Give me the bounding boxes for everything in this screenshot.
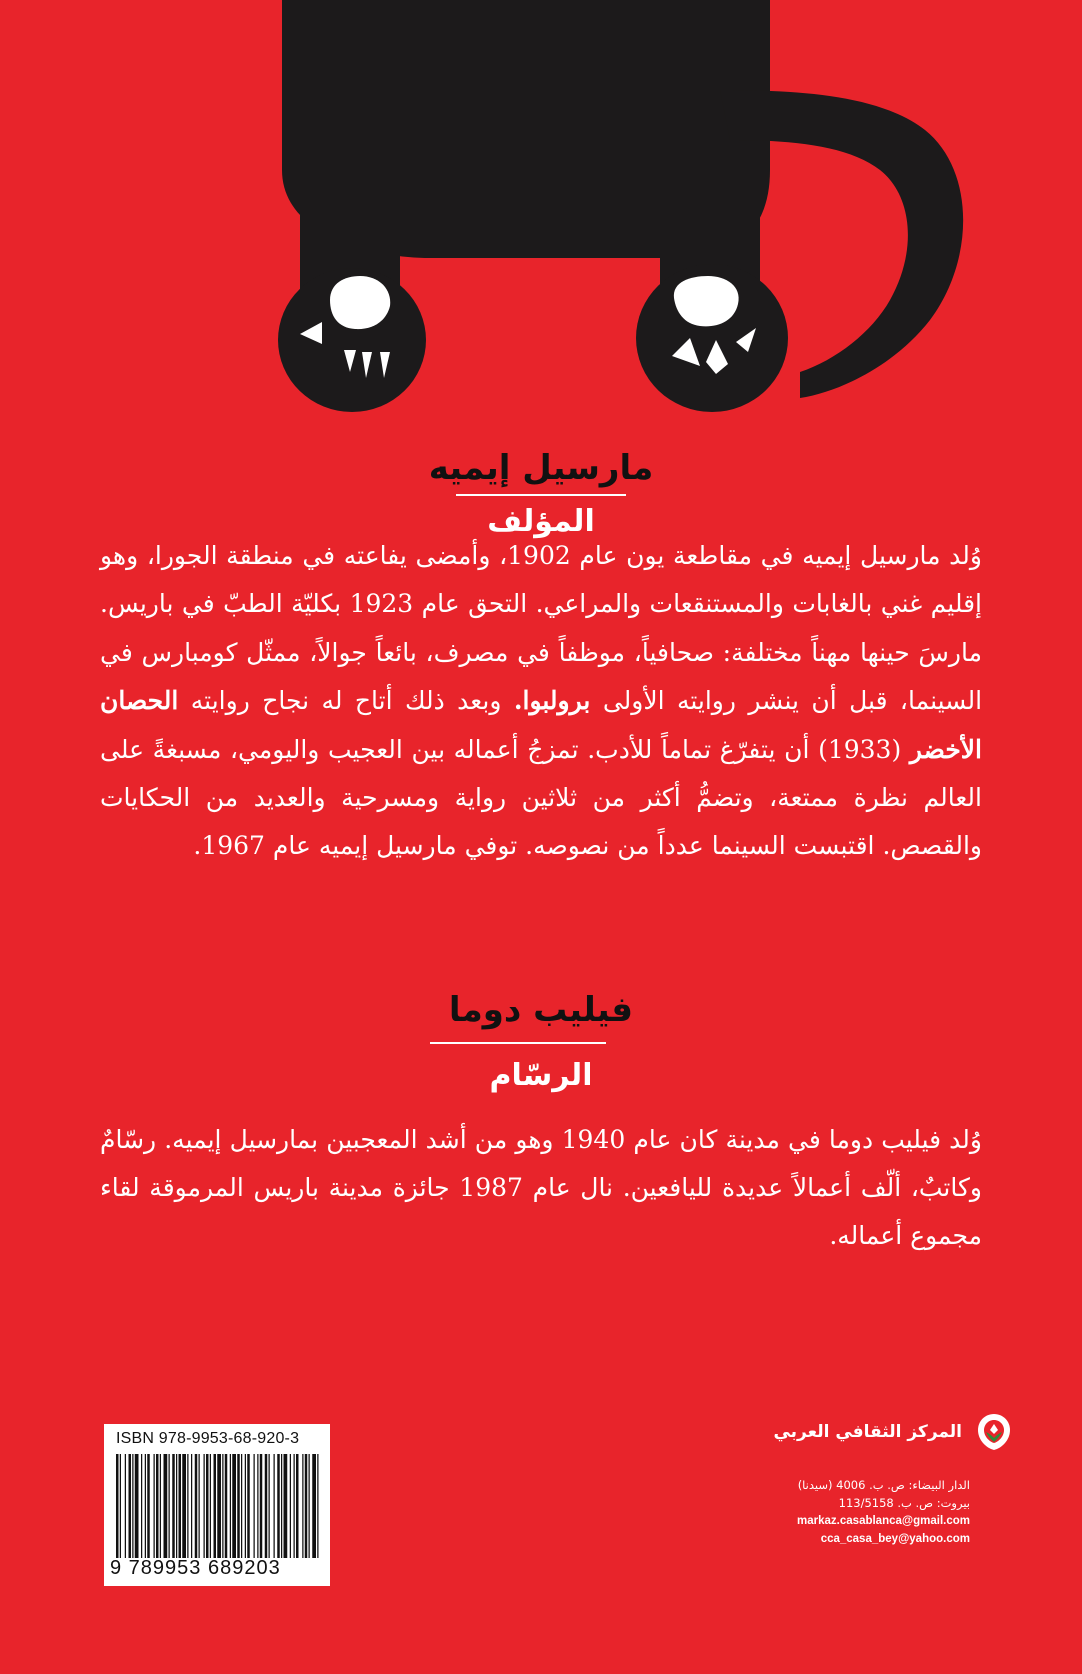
author-divider (456, 494, 626, 496)
author-book-title-2: الحصان الأخضر (100, 686, 983, 764)
barcode-bar (222, 1454, 223, 1558)
barcode-bar (145, 1454, 146, 1558)
barcode-bar (281, 1454, 282, 1558)
barcode-box (104, 1424, 330, 1586)
barcode-bar (125, 1454, 126, 1558)
barcode-bar (225, 1454, 228, 1558)
barcode-bar (135, 1454, 139, 1558)
barcode-bar (169, 1454, 170, 1558)
author-name: مارسيل إيميه (428, 448, 654, 488)
barcode-bar (116, 1454, 119, 1558)
barcode-bar (317, 1454, 318, 1558)
barcode-bar (164, 1454, 168, 1558)
illustrator-role: الرسّام (489, 1058, 593, 1093)
barcode-bar (199, 1454, 200, 1558)
barcode-bar (179, 1454, 182, 1558)
publisher-email-2: cca_casa_bey@yahoo.com (820, 1533, 970, 1545)
barcode-bar (182, 1454, 186, 1558)
author-bio-part-2: وبعد ذلك أتاح له نجاح روايته (190, 686, 502, 716)
barcode-bars (116, 1454, 320, 1558)
barcode-bar (176, 1454, 177, 1558)
barcode-bar (210, 1454, 211, 1558)
barcode-bar (254, 1454, 255, 1558)
author-bio-part-3: (1933) أن يتفرّغ تماماً للأدب. تمزجُ أعماله بين العجيب واليومي، مسبغةً على العالم نظرة ممتعة، وتضمُّ أكثر من ثلاثين رواية ومسرحية والعديد من الحكايات والقصص. اقتبست السينما عدداً من نصوصه. توفي مارسيل إيميه عام 1967. (100, 734, 982, 861)
barcode-bar (312, 1454, 316, 1558)
barcode-bar (309, 1454, 310, 1558)
barcode-bar (274, 1454, 275, 1558)
barcode-bar (129, 1454, 132, 1558)
barcode-bar (154, 1454, 155, 1558)
barcode-bar (187, 1454, 188, 1558)
barcode-bar (241, 1454, 242, 1558)
barcode-bar (204, 1454, 205, 1558)
publisher-name: المركز الثقافي العربي (773, 1422, 962, 1442)
barcode-bar (245, 1454, 246, 1558)
publisher-address-beirut: بيروت: ص. ب. 113/5158 (838, 1496, 970, 1510)
barcode-bar (265, 1454, 268, 1558)
author-book-title-1: برولبوا. (513, 686, 591, 716)
barcode-bar (214, 1454, 217, 1558)
author-role: المؤلف (487, 504, 595, 539)
illustrator-bio: وُلد فيليب دوما في مدينة كان عام 1940 وهو من أشد المعجبين بمارسيل إيميه. رسّامٌ وكاتبٌ، ألّف أعمالاً عديدة لليافعين. نال عام 1987 جائزة مدينة باريس المرموقة لقاء مجموع أعماله. (100, 1125, 982, 1250)
barcode-bar (217, 1454, 221, 1558)
barcode-bar (195, 1454, 198, 1558)
illustrator-divider (430, 1042, 606, 1044)
barcode-bar (302, 1454, 303, 1558)
isbn-label: ISBN 978-9953-68-920-3 (116, 1430, 300, 1447)
black-cat-illustration (0, 0, 1082, 440)
publisher-email-1: markaz.casablanca@gmail.com (797, 1515, 970, 1527)
author-bio (100, 532, 982, 871)
publisher-logo-icon (974, 1412, 1014, 1452)
barcode-bar (132, 1454, 133, 1558)
barcode-bar (156, 1454, 159, 1558)
barcode-bar (160, 1454, 161, 1558)
barcode-bar (191, 1454, 192, 1558)
barcode-bar (206, 1454, 209, 1558)
barcode-bar (147, 1454, 150, 1558)
barcode-bar (294, 1454, 295, 1558)
barcode-bar (237, 1454, 240, 1558)
author-bio-part-1: وُلد مارسيل إيميه في مقاطعة يون عام 1902، وأمضى يفاعته في منطقة الجورا، وهو إقليم غني بالغابات والمستنقعات والمراعي. التحق عام 1923 بكليّة الطبّ في باريس. مارسَ حينها مهناً مختلفة: صحافياً، موظفاً في مصرف، بائعاً جوالاً، ممثّل كومبارس في السينما، قبل أن ينشر روايته الأولى (100, 541, 983, 716)
barcode-bar (277, 1454, 280, 1558)
isbn-digits: 9 789953 689203 (110, 1557, 281, 1579)
barcode-bar (296, 1454, 299, 1558)
barcode-bar (172, 1454, 175, 1558)
barcode-bar (284, 1454, 288, 1558)
barcode-bar (260, 1454, 263, 1558)
barcode-bar (230, 1454, 231, 1558)
barcode-bar (141, 1454, 142, 1558)
barcode-bar (269, 1454, 270, 1558)
barcode-bar (305, 1454, 308, 1558)
publisher-address-casablanca: الدار البيضاء: ص. ب. 4006 (سيدنا) (797, 1478, 970, 1492)
barcode-bar (120, 1454, 121, 1558)
barcode-bar (247, 1454, 250, 1558)
barcode-bar (290, 1454, 291, 1558)
illustrator-name: فيليب دوما (448, 990, 634, 1030)
barcode-bar (257, 1454, 258, 1558)
barcode-bar (232, 1454, 236, 1558)
